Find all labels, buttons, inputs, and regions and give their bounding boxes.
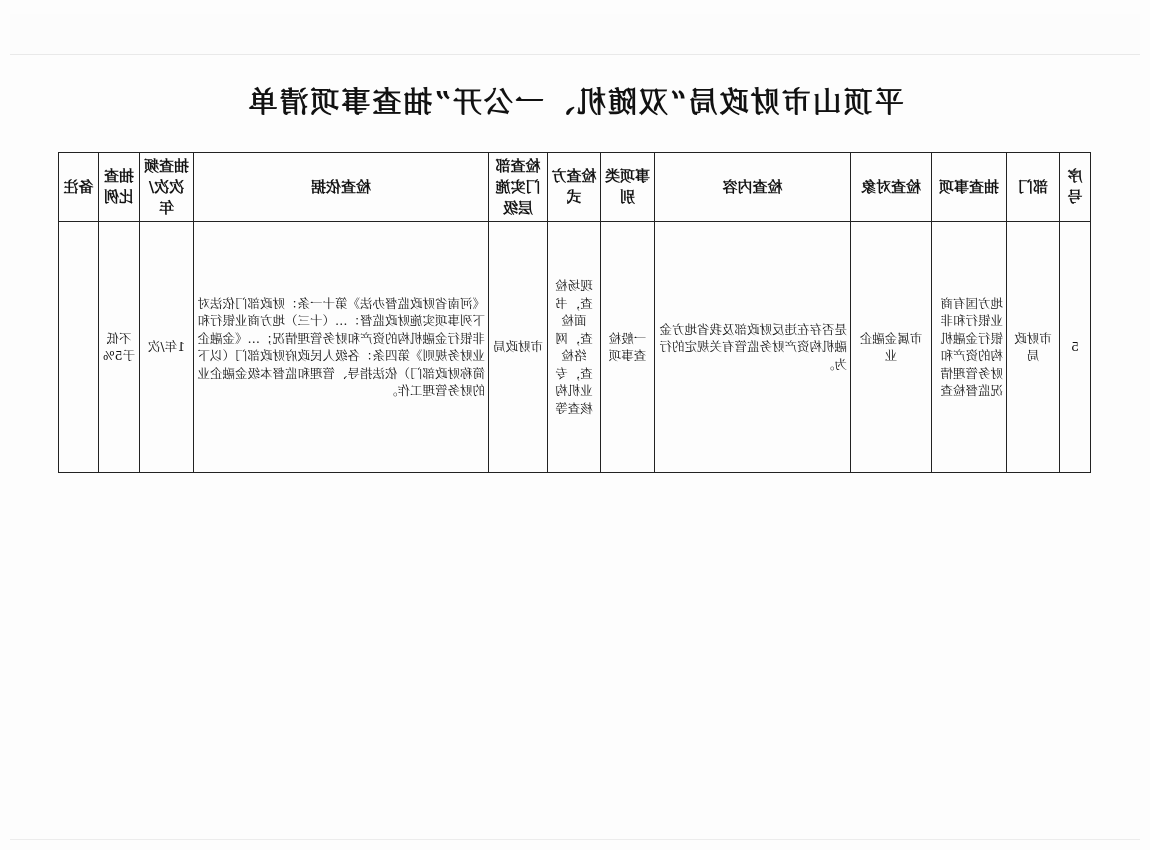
cell-level: 市财政局 (489, 222, 548, 473)
header-ratio: 抽查比例 (99, 153, 140, 222)
header-dept: 部门 (1007, 153, 1060, 222)
header-item: 抽查事项 (932, 153, 1007, 222)
header-category: 事项类别 (601, 153, 655, 222)
cell-content: 是否存在违反财政部及我省地方金融机构资产财务监管有关规定的行为。 (655, 222, 851, 473)
cell-remark (59, 222, 99, 473)
header-level: 检查部门实施层级 (489, 153, 548, 222)
header-remark: 备注 (59, 153, 99, 222)
cell-seq: 5 (1060, 222, 1091, 473)
table-header-row (59, 153, 1091, 222)
cell-method: 现场检查，书面检查，网络检查，专业机构核查等 (548, 222, 601, 473)
header-object: 检查对象 (851, 153, 932, 222)
inspection-table (58, 152, 1091, 473)
cell-basis: 《河南省财政监督办法》第十一条：财政部门依法对下列事项实施财政监督：…（十三）地方商业银行和非银行金融机构的资产和财务管理情况；…《金融企业财务规则》第四条：各级人民政府财政部门（以下简称财政部门）依法指导、管理和监督本级金融企业的财务管理工作。 (194, 222, 489, 473)
table-row (59, 222, 1091, 473)
header-method: 检查方式 (548, 153, 601, 222)
header-basis: 检查依据 (194, 153, 489, 222)
header-frequency: 抽查频次次/年 (140, 153, 194, 222)
document-title: 平顶山市财政局“双随机、一公开”抽查事项清单 (246, 85, 904, 119)
cell-dept: 市财政局 (1007, 222, 1060, 473)
cell-frequency: 1年/次 (140, 222, 194, 473)
cell-ratio: 不低于5% (99, 222, 140, 473)
header-content: 检查内容 (655, 153, 851, 222)
cell-category: 一般检查事项 (601, 222, 655, 473)
header-seq: 序号 (1060, 153, 1091, 222)
cell-object: 市属金融企业 (851, 222, 932, 473)
cell-item: 地方国有商业银行和非银行金融机构的资产和财务管理情况监督检查 (932, 222, 1007, 473)
